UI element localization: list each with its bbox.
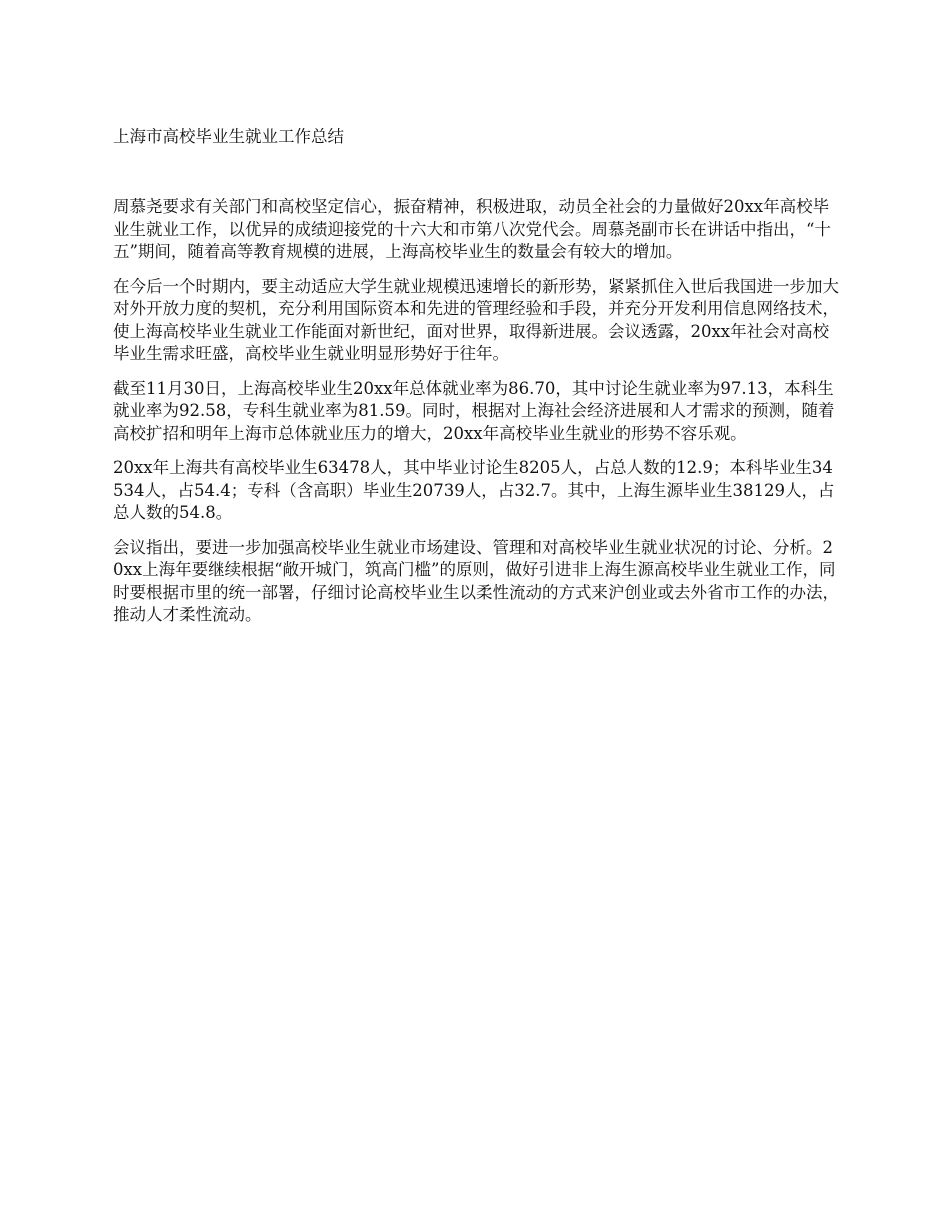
paragraph-4: 20xx年上海共有高校毕业生63478人，其中毕业讨论生8205人，占总人数的12.9；本科毕业生34534人，占54.4；专科（含高职）毕业生20739人，占32.7。其中，上海生源毕业生38129人，占总人数的54.8。 [113,458,835,522]
document-body [113,196,843,639]
paragraph-2: 在今后一个时期内，要主动适应大学生就业规模迅速增长的新形势，紧紧抓住入世后我国进一步加大对外开放力度的契机，充分利用国际资本和先进的管理经验和手段，并充分开发利用信息网络技术，使上海高校毕业生就业工作能面对新世纪，面对世界，取得新进展。会议透露，20xx年社会对高校毕业生需求旺盛，高校毕业生就业明显形势好于往年。 [113,276,839,363]
paragraph-3: 截至11月30日，上海高校毕业生20xx年总体就业率为86.70，其中讨论生就业率为97.13，本科生就业率为92.58，专科生就业率为81.59。同时，根据对上海社会经济进展和人才需求的预测，随着高校扩招和明年上海市总体就业压力的增大，20xx年高校毕业生就业的形势不容乐观。 [113,378,835,443]
paragraph-1: 周慕尧要求有关部门和高校坚定信心，振奋精神，积极进取，动员全社会的力量做好20xx年高校毕业生就业工作，以优异的成绩迎接党的十六大和市第八次党代会。周慕尧副市长在讲话中指出，“十五”期间，随着高等教育规模的进展，上海高校毕业生的数量会有较大的增加。 [113,197,831,261]
paragraph-5: 会议指出，要进一步加强高校毕业生就业市场建设、管理和对高校毕业生就业状况的讨论、分析。20xx上海年要继续根据“敞开城门，筑高门槛”的原则，做好引进非上海生源高校毕业生就业工作，同时要根据市里的统一部署，仔细讨论高校毕业生以柔性流动的方式来沪创业或去外省市工作的办法，推动人才柔性流动。 [113,537,839,624]
document-title: 上海市高校毕业生就业工作总结 [113,127,344,146]
